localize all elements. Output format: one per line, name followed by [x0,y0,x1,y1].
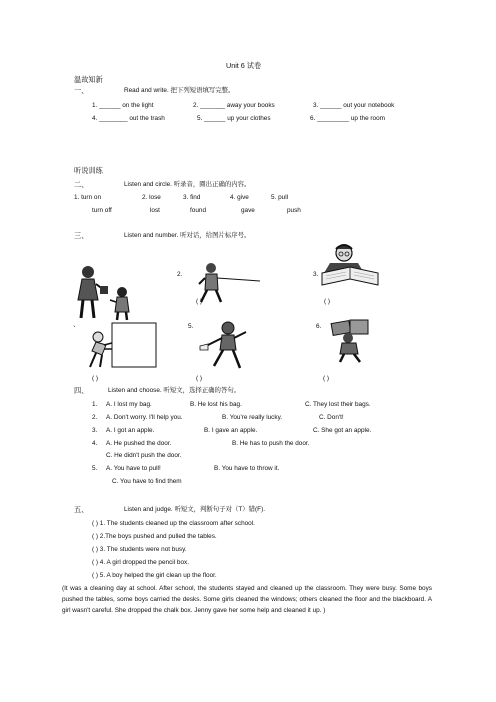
word-4a: 4. give [230,194,249,201]
q1-option-a: A. I lost my bag. [106,401,152,408]
review-heading: 温故知新 [74,75,103,84]
word-5b: push [287,207,301,214]
q2-option-c: C. Don't! [319,414,344,421]
picture-1-lost-bag [74,262,142,322]
q3-option-b: B. I gave an apple. [204,427,258,434]
q2-number: 2. [92,414,98,421]
q3-option-c: C. She got an apple. [313,427,372,434]
picture-6-label: 6. [316,323,322,330]
section-1-number: 一、 [74,86,89,95]
q4-number: 4. [92,440,98,447]
q4-option-b: B. He has to push the door. [232,440,310,447]
q3-number: 3. [92,427,98,434]
section-2-number: 二、 [74,180,89,189]
word-1a: 1. turn on [74,194,102,201]
word-1b: turn off [92,207,112,214]
word-2a: 2. lose [142,194,161,201]
q2-option-a: A. Don't worry. I'll help you. [106,414,183,421]
phrase-1: 1. ______ on the light [92,102,154,109]
phrase-5: 5. ______ up your clothes [197,115,271,122]
word-3b: found [190,207,206,214]
page-title: Unit 6 试卷 [226,61,262,70]
q4-option-a: A. He pushed the door. [106,440,172,447]
section-4-instruction: Listen and choose. 听短文，选择正确的答句。 [108,387,241,394]
picture-2-label: 2. [177,271,183,278]
listening-passage: (It was a cleaning day at school. After school, the students stayed and cleaned up the classroom. They were busy. Some boys pushed the tables, some boys carried the desks. Some girls cleaned the windows; others cleaned the floor and the blackboard. A girl wasn't careful. She dropped the chalk box. Jenny gave her some help and cleaned it up. ) [62,585,432,615]
phrase-2: 2. _______ away your books [193,102,275,109]
q2-option-b: B. You're really lucky. [222,414,283,421]
phrase-4: 4. ________ out the trash [92,115,165,122]
q3-option-a: A. I got an apple. [106,427,155,434]
section-5-instruction: Listen and judge. 听短文，判断句子对（T）错(F). [124,506,265,513]
word-4b: gave [241,207,255,214]
bracket-2: ( ) [196,298,203,305]
q5-option-b: B. You have to throw it. [214,465,280,472]
picture-4-pushing-box [88,321,160,371]
phrase-3: 3. ______ out your notebook [313,102,395,109]
judge-item-1: ( ) 1. The students cleaned up the classroom after school. [92,520,255,527]
picture-3-label: 3. [313,271,319,278]
word-3a: 3. find [183,194,201,201]
judge-item-4: ( ) 4. A girl dropped the pencil box. [92,559,189,566]
q5-number: 5. [92,465,98,472]
bracket-3: ( ) [324,298,331,305]
listening-heading: 听说训练 [74,166,103,175]
phrase-6: 6. _________ up the room [310,115,385,122]
bracket-5: ( ) [196,375,203,382]
q5-option-a: A. You have to pull! [106,465,161,472]
section-1-instruction: Read and write. 把下列短语填写完整。 [124,87,235,94]
section-5-number: 五、 [74,505,89,514]
section-3-number: 三、 [74,231,89,240]
section-2-instruction: Listen and circle. 听录音，圈出正确的内容。 [124,181,251,188]
picture-5-label: 5. [188,323,194,330]
picture-6-carrying-boxes [326,318,376,364]
bracket-4: ( ) [92,375,99,382]
q1-number: 1. [92,401,98,408]
word-2b: lost [150,207,160,214]
judge-item-3: ( ) 3. The students were not busy. [92,546,187,553]
q5-option-c: C. You have to find them [112,478,182,485]
q1-option-b: B. He lost his bag. [190,401,242,408]
judge-item-2: ( ) 2.The boys pushed and pulled the tables. [92,533,217,540]
picture-4-dot: 、 [73,321,80,328]
picture-3-reading-book [320,243,380,289]
section-4-number: 四、 [74,386,89,395]
judge-item-5: ( ) 5. A boy helped the girl clean up the floor. [92,572,217,579]
picture-5-running-boy [196,320,256,372]
picture-2-pointing-man [195,262,265,304]
section-3-instruction: Listen and number. 听对话，给图片标序号。 [124,232,251,239]
q4-option-c: C. He didn't push the door. [106,452,182,459]
bracket-6: ( ) [323,375,330,382]
word-5a: 5. pull [271,194,289,201]
q1-option-c: C. They lost their bags. [305,401,371,408]
